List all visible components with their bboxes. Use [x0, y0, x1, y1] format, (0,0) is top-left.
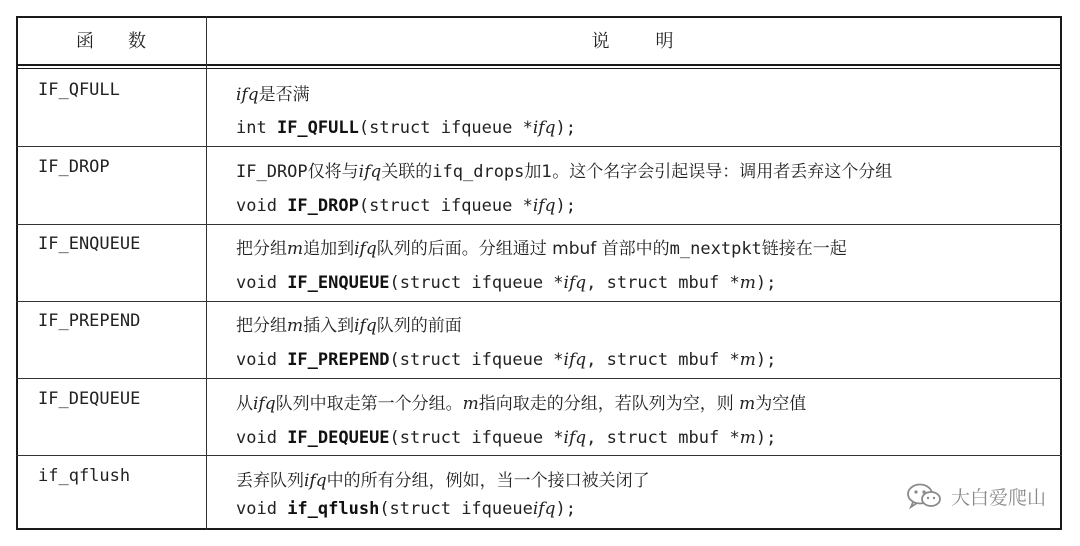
header-description-char-1: 说 [591, 31, 612, 52]
italic-variable: m [739, 394, 756, 414]
text-segment: 为空值 [755, 394, 807, 414]
row-signature [236, 118, 576, 138]
header-description-column [207, 16, 1060, 64]
italic-variable: ifq [532, 499, 556, 519]
text-segment: (struct ifqueue * [389, 350, 564, 370]
text-segment: ); [755, 273, 777, 293]
row-description [236, 466, 650, 491]
row-description [236, 157, 892, 182]
header-function-char-2: 数 [128, 31, 148, 52]
text-segment: m_nextpkt [669, 239, 762, 259]
text-segment: void [236, 350, 288, 370]
text-segment: 中的所有分组，例如，当一个接口被关闭了 [326, 471, 650, 491]
italic-variable: ifq [563, 428, 587, 448]
text-segment: 是否满 [258, 85, 310, 105]
italic-variable: m [462, 394, 479, 414]
text-segment: , struct mbuf * [586, 428, 740, 448]
italic-variable: ifq [563, 273, 587, 293]
text-segment: void [236, 273, 288, 293]
text-segment: ); [755, 428, 777, 448]
wechat-icon [905, 481, 943, 511]
row-signature [236, 499, 576, 519]
function-identifier: IF_ENQUEUE [287, 273, 390, 293]
function-identifier: IF_PREPEND [287, 350, 390, 370]
header-function-column [18, 16, 206, 64]
italic-variable: ifq [253, 394, 276, 414]
text-segment: int [236, 118, 277, 138]
italic-variable: m [739, 273, 756, 293]
text-segment: (struct ifqueue [379, 499, 533, 519]
header-function-char-1: 函 [76, 31, 96, 52]
row-separator [16, 301, 1062, 302]
text-segment: ); [755, 350, 777, 370]
row-separator [16, 455, 1062, 456]
text-segment: , struct mbuf * [586, 273, 740, 293]
column-divider [206, 16, 207, 530]
italic-variable: ifq [532, 118, 556, 138]
text-segment: 关联的 [381, 162, 433, 182]
text-segment: 插入到 [303, 316, 355, 336]
row-description [236, 80, 310, 105]
text-segment: void [236, 499, 288, 519]
function-name: IF_DEQUEUE [38, 389, 141, 409]
text-segment: void [236, 428, 288, 448]
watermark [905, 481, 1046, 511]
text-segment: 链接在一起 [761, 239, 847, 259]
row-description [236, 389, 806, 414]
row-description [236, 311, 462, 336]
text-segment: 队列的前面 [376, 316, 462, 336]
text-segment: ifq_drops [432, 162, 525, 182]
header-divider-2 [16, 68, 1062, 69]
table-right-border [1060, 16, 1062, 530]
row-separator [16, 224, 1062, 225]
text-segment: (struct ifqueue * [358, 118, 533, 138]
row-description [236, 234, 847, 259]
row-signature [236, 428, 776, 448]
row-signature [236, 196, 576, 216]
header-description-char-2: 明 [655, 31, 676, 52]
text-segment: 指向取走的分组，若队列为空，则 [478, 394, 740, 414]
italic-variable: ifq [354, 239, 377, 259]
function-identifier: IF_DROP [287, 196, 359, 216]
function-identifier: IF_QFULL [276, 118, 359, 138]
row-signature [236, 273, 776, 293]
italic-variable: ifq [358, 162, 382, 182]
watermark-text: 大白爱爬山 [950, 486, 1046, 509]
italic-variable: m [287, 316, 304, 336]
header-divider [16, 64, 1062, 66]
text-segment: (struct ifqueue * [389, 428, 564, 448]
row-separator [16, 378, 1062, 379]
text-segment: IF_DROP [236, 162, 308, 182]
function-name: if_qflush [38, 466, 131, 486]
function-name: IF_ENQUEUE [38, 234, 141, 254]
text-segment: 从 [236, 394, 253, 414]
text-segment: ); [555, 118, 576, 138]
function-name: IF_QFULL [38, 80, 120, 100]
function-identifier: if_qflush [287, 499, 380, 519]
italic-variable: ifq [304, 471, 327, 491]
text-segment: ); [555, 196, 576, 216]
function-identifier: IF_DEQUEUE [287, 428, 390, 448]
italic-variable: ifq [532, 196, 556, 216]
row-separator [16, 146, 1062, 147]
text-segment: 加1。这个名字会引起误导：调用者丢弃这个分组 [524, 162, 893, 182]
italic-variable: m [287, 239, 304, 259]
italic-variable: m [739, 350, 756, 370]
table-bottom-border [16, 528, 1062, 530]
text-segment: 队列的后面。分组通过 mbuf 首部中的 [376, 239, 670, 259]
text-segment: 追加到 [303, 239, 355, 259]
text-segment: 丢弃队列 [236, 471, 304, 491]
text-segment: 队列中取走第一个分组。 [275, 394, 463, 414]
italic-variable: m [739, 428, 756, 448]
italic-variable: ifq [236, 85, 259, 105]
text-segment: (struct ifqueue * [358, 196, 533, 216]
text-segment: (struct ifqueue * [389, 273, 564, 293]
function-name: IF_PREPEND [38, 311, 141, 331]
text-segment: 仅将与 [307, 162, 359, 182]
text-segment: 把分组 [236, 239, 287, 259]
row-signature [236, 350, 776, 370]
text-segment: ); [555, 499, 576, 519]
text-segment: , struct mbuf * [586, 350, 740, 370]
table-left-border [16, 16, 18, 530]
italic-variable: ifq [563, 350, 587, 370]
function-name: IF_DROP [38, 157, 110, 177]
text-segment: 把分组 [236, 316, 287, 336]
italic-variable: ifq [354, 316, 377, 336]
text-segment: void [236, 196, 288, 216]
